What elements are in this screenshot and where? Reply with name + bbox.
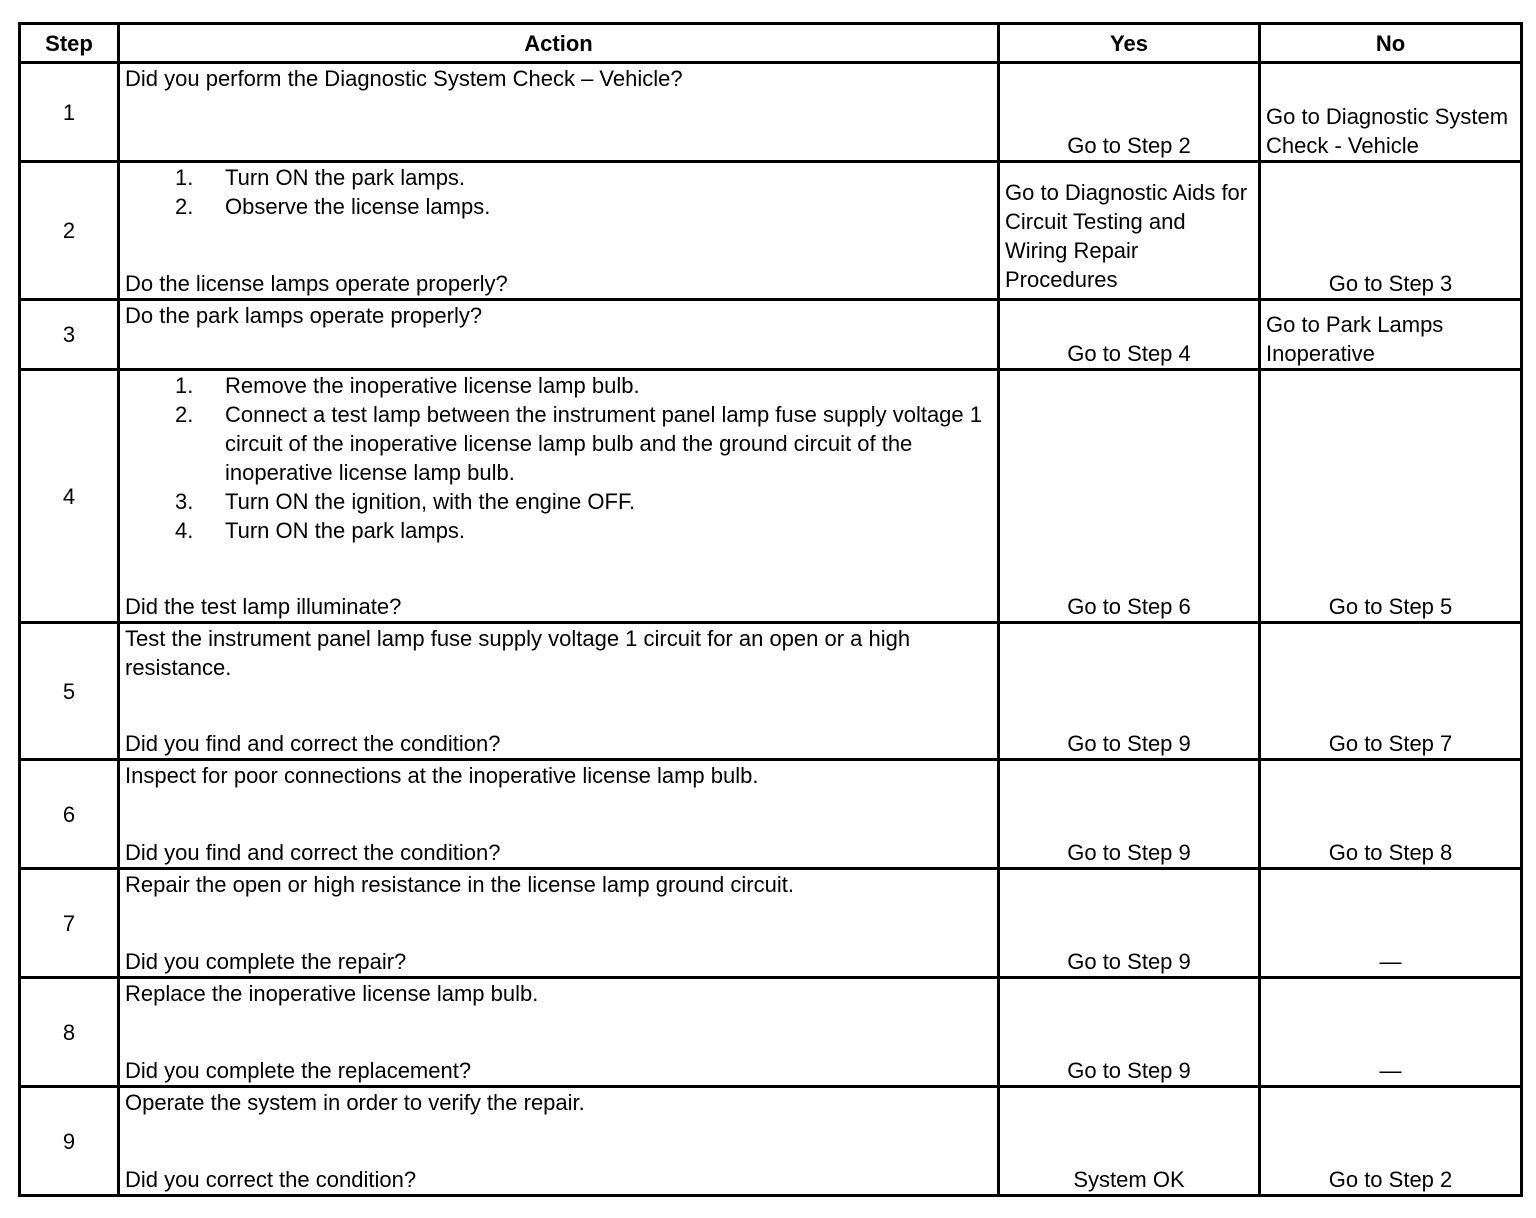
diagnostic-table [18,22,1523,1197]
list-number: 1. [175,165,194,190]
action-cell [119,300,999,370]
no-cell [1260,623,1522,760]
action-question: Did you complete the repair? [125,949,407,974]
action-question: Did the test lamp illuminate? [125,594,402,619]
no-text: — [1379,949,1402,974]
list-number: 2. [175,402,194,427]
yes-cell [999,300,1260,370]
instruction-list [125,163,992,221]
yes-cell [999,978,1260,1087]
action-question: Did you find and correct the condition? [125,840,501,865]
action-text: Operate the system in order to verify the repair. [125,1090,585,1115]
no-cell [1260,760,1522,869]
table-row [20,623,1522,760]
table-row [20,869,1522,978]
no-text: Go to Step 3 [1328,271,1453,296]
table-row [20,760,1522,869]
list-number: 1. [175,373,194,398]
list-text: Observe the license lamps. [225,194,491,219]
list-text: Turn ON the park lamps. [225,518,466,543]
list-text: Remove the inoperative license lamp bulb. [225,373,640,398]
action-cell [119,370,999,623]
list-number: 2. [175,194,194,219]
no-text: Go to Diagnostic System Check - Vehicle [1266,104,1509,158]
yes-cell [999,869,1260,978]
table-row [20,63,1522,162]
table-row [20,370,1522,623]
step-number: 9 [20,1087,119,1196]
action-cell [119,1087,999,1196]
step-number: 7 [20,869,119,978]
list-item [175,487,992,516]
step-number: 3 [20,300,119,370]
header-action: Action [119,24,999,63]
table-row [20,162,1522,300]
list-text: Turn ON the ignition, with the engine OFF. [225,489,636,514]
action-cell [119,623,999,760]
step-number: 4 [20,370,119,623]
action-cell [119,869,999,978]
instruction-list [125,371,992,545]
no-text: — [1379,1058,1402,1083]
list-item [175,516,992,545]
list-number: 3. [175,489,194,514]
step-number: 2 [20,162,119,300]
step-number: 5 [20,623,119,760]
action-question: Did you find and correct the condition? [125,731,501,756]
yes-cell [999,623,1260,760]
step-number: 1 [20,63,119,162]
yes-text: System OK [1073,1167,1185,1192]
action-question: Do the license lamps operate properly? [125,271,508,296]
yes-text: Go to Step 2 [1067,133,1191,158]
action-cell [119,162,999,300]
yes-cell [999,162,1260,300]
list-text: Turn ON the park lamps. [225,165,466,190]
no-cell [1260,300,1522,370]
table-row [20,1087,1522,1196]
no-cell [1260,370,1522,623]
list-item [175,400,992,487]
yes-cell [999,1087,1260,1196]
action-cell [119,63,999,162]
header-no: No [1260,24,1522,63]
yes-text: Go to Step 9 [1067,949,1191,974]
yes-cell [999,370,1260,623]
action-text: Do the park lamps operate properly? [125,303,483,328]
header-step: Step [20,24,119,63]
no-cell [1260,978,1522,1087]
action-text: Did you perform the Diagnostic System Check – Vehicle? [125,66,683,91]
no-cell [1260,63,1522,162]
list-number: 4. [175,518,194,543]
list-item [175,192,992,221]
step-number: 6 [20,760,119,869]
no-text: Go to Park Lamps Inoperative [1266,312,1444,366]
no-cell [1260,162,1522,300]
no-text: Go to Step 7 [1328,731,1453,756]
table-row [20,978,1522,1087]
list-text: Connect a test lamp between the instrument panel lamp fuse supply voltage 1 circuit of the inoperative license lamp bulb and the ground circuit of the inoperative license lamp bulb. [225,402,983,485]
yes-cell [999,63,1260,162]
no-text: Go to Step 5 [1328,594,1453,619]
header-row [20,24,1522,63]
yes-text: Go to Step 9 [1067,731,1191,756]
action-text: Test the instrument panel lamp fuse supply voltage 1 circuit for an open or a high resistance. [125,626,911,680]
list-item [175,371,992,400]
table-row [20,300,1522,370]
no-cell [1260,1087,1522,1196]
yes-text: Go to Diagnostic Aids for Circuit Testing and Wiring Repair Procedures [1005,180,1248,292]
step-number: 8 [20,978,119,1087]
no-text: Go to Step 8 [1328,840,1453,865]
yes-text: Go to Step 9 [1067,840,1191,865]
yes-cell [999,760,1260,869]
no-cell [1260,869,1522,978]
action-cell [119,760,999,869]
yes-text: Go to Step 4 [1067,341,1191,366]
action-text: Repair the open or high resistance in the license lamp ground circuit. [125,872,794,897]
yes-text: Go to Step 6 [1067,594,1191,619]
action-cell [119,978,999,1087]
header-yes: Yes [999,24,1260,63]
action-text: Inspect for poor connections at the inoperative license lamp bulb. [125,763,759,788]
no-text: Go to Step 2 [1328,1167,1453,1192]
action-text: Replace the inoperative license lamp bulb. [125,981,539,1006]
action-question: Did you complete the replacement? [125,1058,472,1083]
action-question: Did you correct the condition? [125,1167,417,1192]
yes-text: Go to Step 9 [1067,1058,1191,1083]
list-item [175,163,992,192]
